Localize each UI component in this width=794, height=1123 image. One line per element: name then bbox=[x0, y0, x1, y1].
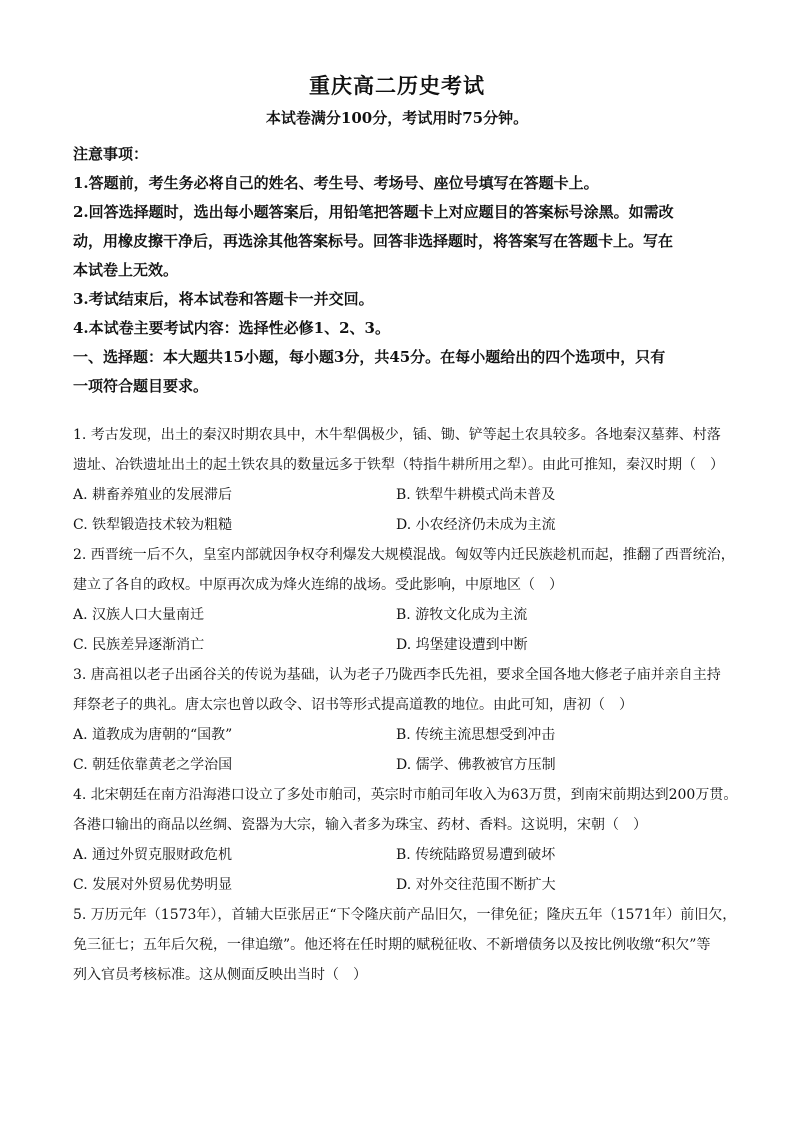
options-row bbox=[73, 750, 733, 780]
option-d: D. 儒学、佛教被官方压制 bbox=[396, 757, 556, 773]
option-c: C. 朝廷依靠黄老之学治国 bbox=[73, 757, 233, 773]
option-b: B. 传统陆路贸易遭到破坏 bbox=[396, 847, 556, 863]
question-stem-line: 3. 唐高祖以老子出函谷关的传说为基础，认为老子乃陇西李氏先祖，要求全国各地大修老子庙并亲自主持 bbox=[73, 667, 721, 683]
question-stem-line: 建立了各自的政权。中原再次成为烽火连绵的战场。受此影响，中原地区（ ） bbox=[73, 577, 563, 593]
instruction-line: 4.本试卷主要考试内容：选择性必修1、2、3。 bbox=[73, 319, 390, 337]
question-1 bbox=[73, 420, 733, 540]
option-a: A. 汉族人口大量南迁 bbox=[73, 607, 205, 623]
options-row bbox=[73, 840, 733, 870]
option-b: B. 传统主流思想受到冲击 bbox=[396, 727, 556, 743]
instruction-line: 注意事项： bbox=[73, 145, 149, 163]
exam-title: 重庆高二历史考试 bbox=[309, 73, 485, 98]
option-b: B. 铁犁牛耕模式尚未普及 bbox=[396, 487, 556, 503]
instruction-line: 动，用橡皮擦干净后，再选涂其他答案标号。回答非选择题时，将答案写在答题卡上。写在 bbox=[73, 232, 674, 250]
option-a: A. 耕畜养殖业的发展滞后 bbox=[73, 487, 233, 503]
section-heading: 一、选择题：本大题共15小题，每小题3分，共45分。在每小题给出的四个选项中，只有 bbox=[73, 348, 666, 366]
question-stem-line: 2. 西晋统一后不久，皇室内部就因争权夺利爆发大规模混战。匈奴等内迁民族趁机而起，推翻了西晋统治， bbox=[73, 547, 735, 563]
options-row bbox=[73, 510, 733, 540]
option-d: D. 对外交往范围不断扩大 bbox=[396, 877, 556, 893]
option-c: C. 民族差异逐渐消亡 bbox=[73, 637, 205, 653]
question-4 bbox=[73, 780, 738, 900]
question-stem-line: 列入官员考核标准。这从侧面反映出当时（ ） bbox=[73, 967, 367, 983]
question-5 bbox=[73, 900, 737, 990]
question-3 bbox=[73, 660, 733, 780]
instruction-line: 2.回答选择题时，选出每小题答案后，用铅笔把答题卡上对应题目的答案标号涂黑。如需改 bbox=[73, 203, 674, 221]
option-a: A. 道教成为唐朝的“国教” bbox=[73, 727, 233, 743]
question-stem-line: 4. 北宋朝廷在南方沿海港口设立了多处市舶司，英宗时市舶司年收入为63万贯，到南宋前期达到200万贯。 bbox=[73, 787, 738, 803]
options-row bbox=[73, 480, 733, 510]
instruction-line: 1.答题前，考生务必将自己的姓名、考生号、考场号、座位号填写在答题卡上。 bbox=[73, 174, 599, 192]
option-c: C. 发展对外贸易优势明显 bbox=[73, 877, 233, 893]
options-row bbox=[73, 720, 733, 750]
instructions-section bbox=[73, 140, 733, 401]
question-stem-line: 各港口输出的商品以丝绸、瓷器为大宗，输入者多为珠宝、药材、香料。这说明，宋朝（ ） bbox=[73, 817, 647, 833]
questions-section bbox=[73, 420, 738, 990]
instruction-line: 3.考试结束后，将本试卷和答题卡一并交回。 bbox=[73, 290, 374, 308]
question-stem-line: 5. 万历元年（1573年），首辅大臣张居正“下令隆庆前产品旧欠，一律免征；隆庆五年（1571年）前旧欠， bbox=[73, 907, 737, 923]
option-a: A. 通过外贸克服财政危机 bbox=[73, 847, 233, 863]
options-row bbox=[73, 870, 733, 900]
question-2 bbox=[73, 540, 733, 660]
question-stem-line: 拜祭老子的典礼。唐太宗也曾以政令、诏书等形式提高道教的地位。由此可知，唐初（ ） bbox=[73, 697, 633, 713]
option-d: D. 小农经济仍未成为主流 bbox=[396, 517, 556, 533]
option-b: B. 游牧文化成为主流 bbox=[396, 607, 528, 623]
option-c: C. 铁犁锻造技术较为粗糙 bbox=[73, 517, 233, 533]
instruction-line: 本试卷上无效。 bbox=[73, 261, 179, 279]
question-stem-line: 1. 考古发现，出土的秦汉时期农具中，木牛犁偶极少，锸、锄、铲等起土农具较多。各地秦汉墓葬、村落 bbox=[73, 427, 721, 443]
question-stem-line: 免三征七；五年后欠税，一律追缴”。他还将在任时期的赋税征收、不新增债务以及按比例收缴“积欠”等 bbox=[73, 937, 711, 953]
question-stem-line: 遗址、冶铁遗址出土的起土铁农具的数量远多于铁犁（特指牛耕所用之犁）。由此可推知，秦汉时期（ ） bbox=[73, 457, 724, 473]
option-d: D. 坞堡建设遭到中断 bbox=[396, 637, 528, 653]
exam-subtitle: 本试卷满分100分，考试用时75分钟。 bbox=[265, 109, 529, 127]
options-row bbox=[73, 630, 733, 660]
options-row bbox=[73, 600, 733, 630]
section-heading: 一项符合题目要求。 bbox=[73, 377, 209, 395]
